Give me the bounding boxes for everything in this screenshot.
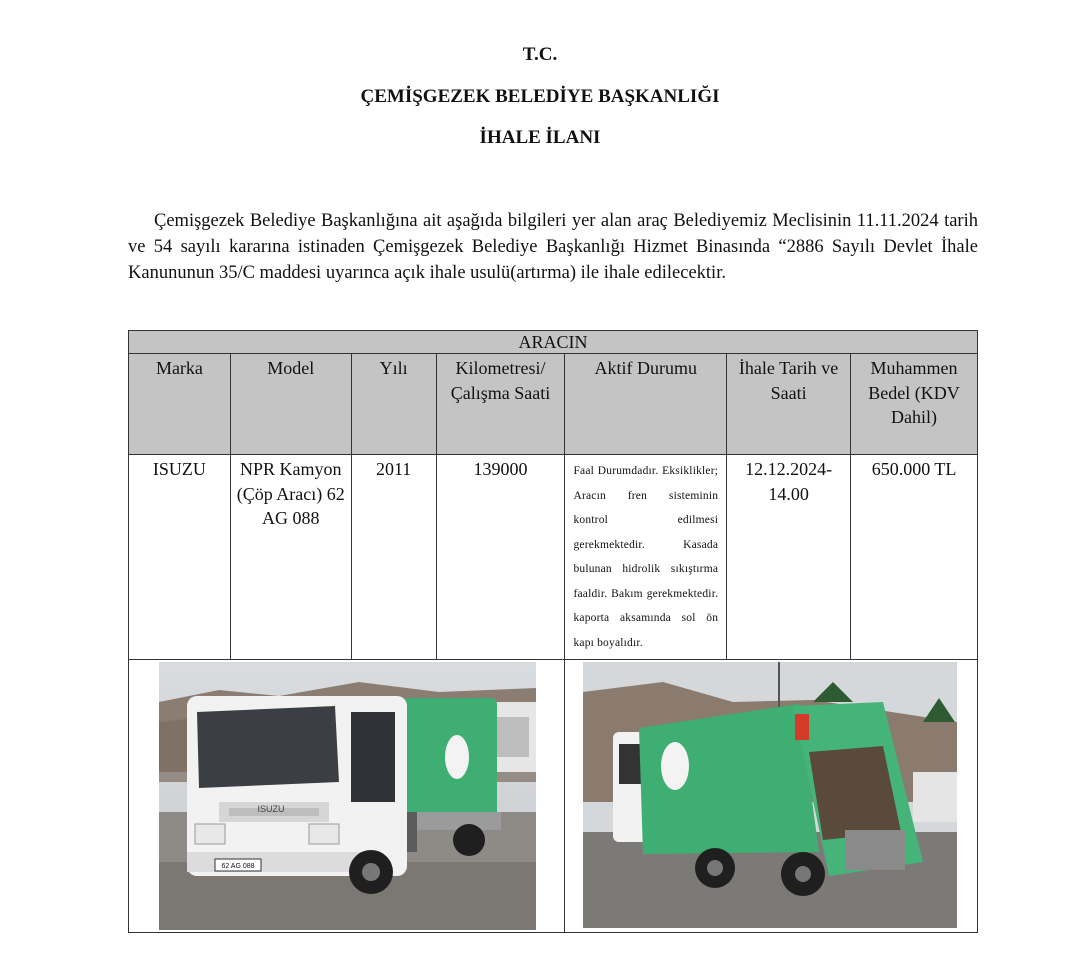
cell-ihale: 12.12.2024-14.00 [727, 455, 851, 660]
photo-cell-right [565, 660, 978, 933]
col-header-km: Kilometresi/ Çalışma Saati [436, 354, 565, 455]
cell-km: 139000 [436, 455, 565, 660]
isuzu-badge-text: ISUZU [257, 804, 285, 814]
heading-tc: T.C. [522, 44, 558, 65]
cell-model: NPR Kamyon (Çöp Aracı) 62 AG 088 [230, 455, 351, 660]
heading-notice: İHALE İLANI [479, 127, 601, 148]
col-header-bedel: Muhammen Bedel (KDV Dahil) [851, 354, 978, 455]
cell-marka: ISUZU [129, 455, 231, 660]
license-plate-text: 62 AG 088 [221, 863, 255, 870]
intro-text: Çemişgezek Belediye Başkanlığına ait aşağıda bilgileri yer alan araç Belediyemiz Meclisinin 11.11.2024 tarih ve 54 sayılı kararına istinaden Çemişgezek Belediye Başkanlığı Hizmet Binasında “2886 Sayılı Devlet İhale Kanununun 35/C maddesi uyarınca açık ihale usulü(artırma) ile ihale edilecektir. [128, 211, 978, 283]
col-header-ihale: İhale Tarih ve Saati [727, 354, 851, 455]
cell-aktif: Faal Durumdadır. Eksiklikler; Aracın fren sisteminin kontrol edilmesi gerekmektedir. Kasada bulunan hidrolik sıkıştırma faaldir. Bakım gerekmektedir. kaporta aksamında sol ön kapı boyalıdır. [565, 455, 727, 660]
truck-rear-photo [583, 662, 957, 928]
table-row [129, 455, 978, 660]
vehicle-table [128, 330, 978, 933]
intro-paragraph [128, 208, 978, 286]
table-caption: ARACIN [129, 331, 978, 354]
cell-yili: 2011 [351, 455, 436, 660]
photo-cell-left [129, 660, 565, 933]
truck-front-photo [159, 662, 536, 930]
col-header-marka: Marka [129, 354, 231, 455]
heading-municipality: ÇEMİŞGEZEK BELEDİYE BAŞKANLIĞI [360, 86, 720, 107]
col-header-aktif: Aktif Durumu [565, 354, 727, 455]
truck-front-illustration [159, 662, 536, 930]
col-header-model: Model [230, 354, 351, 455]
truck-rear-illustration [583, 662, 957, 928]
cell-bedel: 650.000 TL [851, 455, 978, 660]
col-header-yili: Yılı [351, 354, 436, 455]
